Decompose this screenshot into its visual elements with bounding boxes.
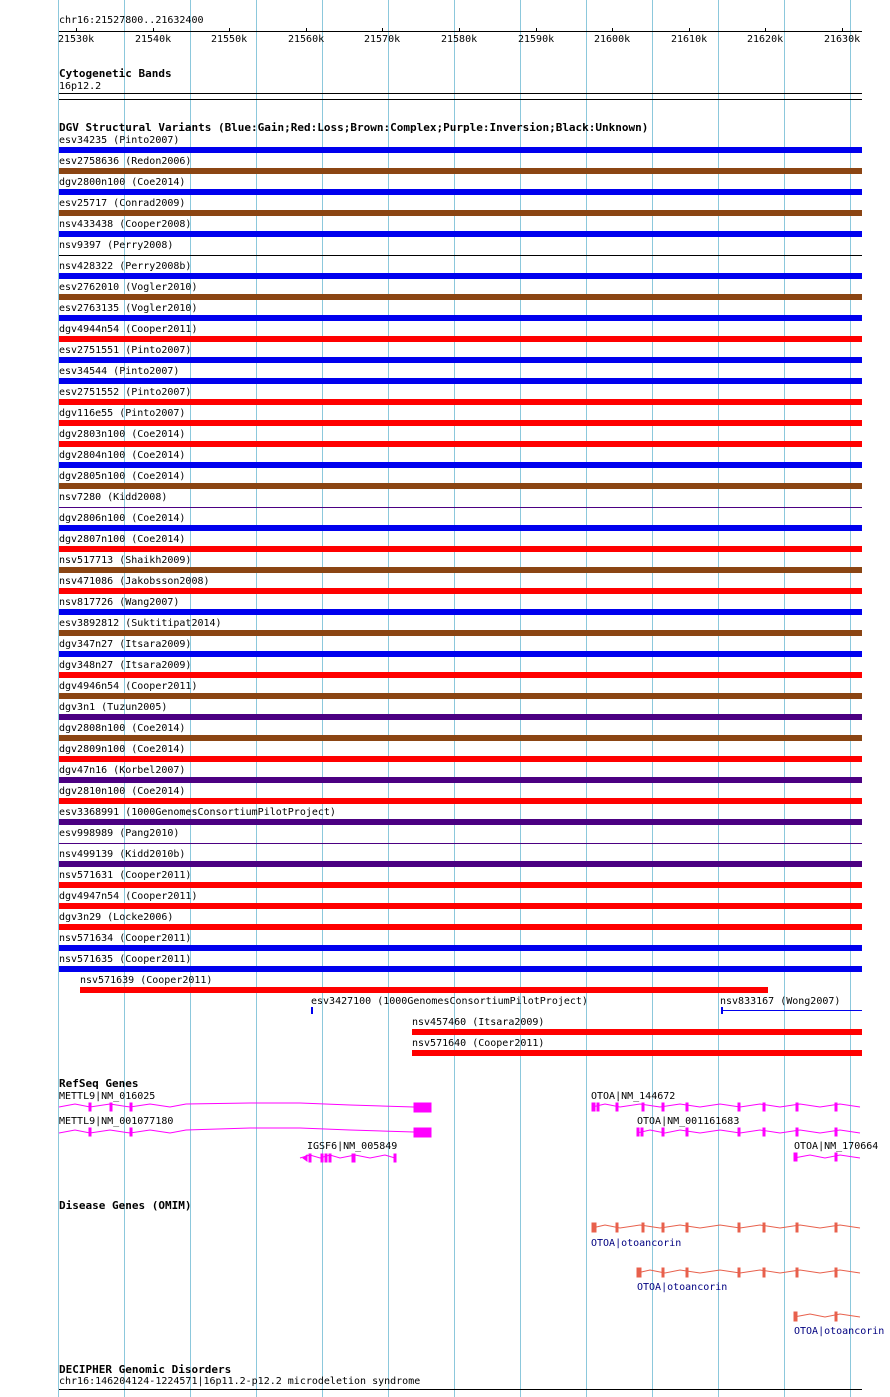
ruler-tick-label: 21530k [58, 34, 95, 45]
ruler-tick-label: 21560k [288, 34, 325, 45]
gene-model-otoa-nm170664[interactable] [794, 1153, 860, 1161]
dgv-variant-label: esv3892812 (Suktitipat2014) [59, 618, 222, 629]
dgv-variant-label: esv2763135 (Vogler2010) [59, 303, 198, 314]
cytoband-label: 16p12.2 [59, 81, 102, 92]
cytoband-track-title[interactable]: Cytogenetic Bands [59, 67, 172, 80]
dgv-variant-label: esv3427100 (1000GenomesConsortiumPilotProject) [311, 996, 588, 1007]
gene-label: METTL9|NM_016025 [59, 1091, 156, 1102]
dgv-variant-label: nsv457460 (Itsara2009) [412, 1017, 545, 1028]
dgv-variant-label: esv2762010 (Vogler2010) [59, 282, 198, 293]
gene-label: OTOA|NM_001161683 [637, 1116, 740, 1127]
omim-gene-label[interactable]: OTOA|otoancorin [637, 1282, 728, 1293]
gene-model-igsf6[interactable] [300, 1154, 396, 1162]
gene-label: OTOA|NM_144672 [591, 1091, 676, 1102]
dgv-variant-label: nsv571635 (Cooper2011) [59, 954, 192, 965]
gene-label: IGSF6|NM_005849 [307, 1141, 398, 1152]
dgv-variant-label: nsv428322 (Perry2008b) [59, 261, 192, 272]
dgv-variant-label: nsv471086 (Jakobsson2008) [59, 576, 210, 587]
ruler-tick-label: 21590k [518, 34, 555, 45]
dgv-variant-label: nsv9397 (Perry2008) [59, 240, 174, 251]
omim-gene-model-3[interactable] [794, 1312, 860, 1321]
dgv-variant-label: nsv7280 (Kidd2008) [59, 492, 168, 503]
dgv-variant-label: dgv4944n54 (Cooper2011) [59, 324, 198, 335]
dgv-variant-label: dgv2805n100 (Coe2014) [59, 471, 186, 482]
dgv-variant-label: esv34544 (Pinto2007) [59, 366, 180, 377]
decipher-line [59, 1389, 862, 1390]
dgv-variant-label: nsv517713 (Shaikh2009) [59, 555, 192, 566]
refseq-track-title[interactable]: RefSeq Genes [59, 1077, 139, 1090]
omim-gene-label[interactable]: OTOA|otoancorin [591, 1238, 682, 1249]
dgv-variant-label: nsv571631 (Cooper2011) [59, 870, 192, 881]
omim-track-title[interactable]: Disease Genes (OMIM) [59, 1199, 192, 1212]
dgv-variant-label: dgv2807n100 (Coe2014) [59, 534, 186, 545]
omim-gene-model-1[interactable] [592, 1223, 860, 1232]
dgv-variant-label: esv34235 (Pinto2007) [59, 135, 180, 146]
dgv-variant-label: nsv571640 (Cooper2011) [412, 1038, 545, 1049]
ruler-tick-label: 21620k [747, 34, 784, 45]
dgv-variant-label: dgv2806n100 (Coe2014) [59, 513, 186, 524]
decipher-item-label[interactable]: chr16:146204124-1224571|16p11.2-p12.2 microdeletion syndrome [59, 1376, 421, 1387]
dgv-variant-label: nsv571634 (Cooper2011) [59, 933, 192, 944]
dgv-track-title[interactable]: DGV Structural Variants (Blue:Gain;Red:Loss;Brown:Complex;Purple:Inversion;Black:Unknown) [59, 121, 649, 134]
gene-model-otoa-nm001161683[interactable] [637, 1128, 860, 1136]
ruler-tick-label: 21600k [594, 34, 631, 45]
dgv-variant-label: dgv2803n100 (Coe2014) [59, 429, 186, 440]
gene-model-otoa-nm144672[interactable] [592, 1103, 860, 1111]
gene-label: METTL9|NM_001077180 [59, 1116, 174, 1127]
omim-gene-label[interactable]: OTOA|otoancorin [794, 1326, 885, 1337]
dgv-variant-label: dgv2809n100 (Coe2014) [59, 744, 186, 755]
dgv-variant-label: esv998989 (Pang2010) [59, 828, 180, 839]
dgv-variant-label: nsv433438 (Cooper2008) [59, 219, 192, 230]
dgv-variant-label: dgv3n1 (Tuzun2005) [59, 702, 168, 713]
gene-label: OTOA|NM_170664 [794, 1141, 879, 1152]
dgv-variant-label: dgv2808n100 (Coe2014) [59, 723, 186, 734]
ruler-tick-label: 21630k [824, 34, 861, 45]
dgv-variant-label: nsv499139 (Kidd2010b) [59, 849, 186, 860]
dgv-variant-label: dgv116e55 (Pinto2007) [59, 408, 186, 419]
dgv-variant-label: dgv2800n100 (Coe2014) [59, 177, 186, 188]
dgv-variant-label: dgv2804n100 (Coe2014) [59, 450, 186, 461]
ruler-tick-label: 21570k [364, 34, 401, 45]
ruler-tick-label: 21610k [671, 34, 708, 45]
ruler-tick-label: 21550k [211, 34, 248, 45]
gene-model-mettl9-nm001077180[interactable] [59, 1128, 431, 1137]
ruler-tick-label: 21580k [441, 34, 478, 45]
decipher-track-title[interactable]: DECIPHER Genomic Disorders [59, 1363, 232, 1376]
dgv-variant-label: esv2758636 (Redon2006) [59, 156, 192, 167]
dgv-variant-label: dgv4946n54 (Cooper2011) [59, 681, 198, 692]
dgv-variant-label: dgv2810n100 (Coe2014) [59, 786, 186, 797]
dgv-variant-label: dgv348n27 (Itsara2009) [59, 660, 192, 671]
dgv-variant-label: nsv571639 (Cooper2011) [80, 975, 213, 986]
dgv-variant-label: esv25717 (Conrad2009) [59, 198, 186, 209]
ruler-position-label: chr16:21527800..21632400 [59, 15, 204, 26]
gene-model-mettl9-nm016025[interactable] [59, 1103, 431, 1112]
dgv-variant-label: dgv347n27 (Itsara2009) [59, 639, 192, 650]
dgv-variant-label: dgv4947n54 (Cooper2011) [59, 891, 198, 902]
dgv-variant-label: esv2751552 (Pinto2007) [59, 387, 192, 398]
dgv-variant-label: nsv817726 (Wang2007) [59, 597, 180, 608]
dgv-variant-label: dgv3n29 (Locke2006) [59, 912, 174, 923]
dgv-variant-label: esv3368991 (1000GenomesConsortiumPilotProject) [59, 807, 336, 818]
omim-gene-model-2[interactable] [637, 1268, 860, 1277]
dgv-variant-label: dgv47n16 (Korbel2007) [59, 765, 186, 776]
dgv-variant-label: nsv833167 (Wong2007) [720, 996, 841, 1007]
ruler-tick-label: 21540k [135, 34, 172, 45]
dgv-variant-label: esv2751551 (Pinto2007) [59, 345, 192, 356]
